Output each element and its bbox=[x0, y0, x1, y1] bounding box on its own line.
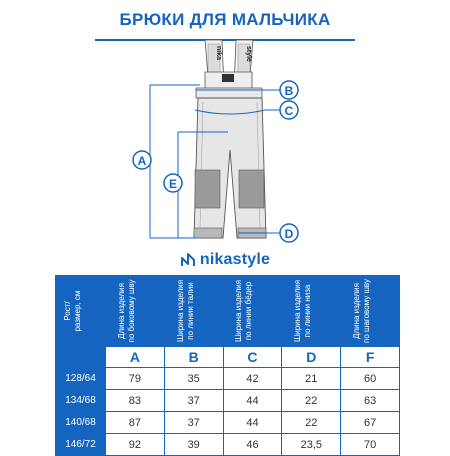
table-cell: 92 bbox=[106, 434, 165, 456]
nikastyle-logo-icon bbox=[180, 252, 196, 268]
table-cell: 63 bbox=[341, 390, 400, 412]
column-header: Длина изделия по боковому шву bbox=[106, 276, 165, 347]
column-letter: B bbox=[164, 347, 223, 368]
table-cell: 42 bbox=[223, 368, 282, 390]
size-cell: 140/68 bbox=[56, 412, 106, 434]
marker-b-label: B bbox=[284, 84, 294, 98]
table-row bbox=[56, 412, 400, 434]
table-cell: 23,5 bbox=[282, 434, 341, 456]
table-row bbox=[56, 390, 400, 412]
table-cell: 21 bbox=[282, 368, 341, 390]
column-letter: C bbox=[223, 347, 282, 368]
table-row bbox=[56, 368, 400, 390]
size-cell: 128/64 bbox=[56, 368, 106, 390]
table-cell: 79 bbox=[106, 368, 165, 390]
marker-d bbox=[280, 224, 298, 242]
column-header: Ширина изделия по линии бёдер bbox=[223, 276, 282, 347]
table-cell: 37 bbox=[164, 390, 223, 412]
column-letter: D bbox=[282, 347, 341, 368]
marker-a bbox=[133, 151, 151, 169]
size-cell: 146/72 bbox=[56, 434, 106, 456]
table-cell: 60 bbox=[341, 368, 400, 390]
table-header-row bbox=[56, 276, 400, 347]
marker-e-label: E bbox=[168, 177, 178, 191]
table-cell: 87 bbox=[106, 412, 165, 434]
table-cell: 70 bbox=[341, 434, 400, 456]
marker-b bbox=[280, 81, 298, 99]
size-column-header: Рост/ размер, см bbox=[56, 276, 106, 347]
marker-d-label: D bbox=[284, 227, 294, 241]
column-letter: F bbox=[341, 347, 400, 368]
size-cell: 134/68 bbox=[56, 390, 106, 412]
column-letter: A bbox=[106, 347, 165, 368]
strap-print-right: style bbox=[245, 46, 252, 62]
brand bbox=[0, 249, 450, 271]
table-cell: 35 bbox=[164, 368, 223, 390]
knee-panel-left bbox=[195, 170, 220, 208]
table-cell: 46 bbox=[223, 434, 282, 456]
knee-panel-right bbox=[239, 170, 264, 208]
column-header: Ширина изделия по линии талии bbox=[164, 276, 223, 347]
table-cell: 22 bbox=[282, 412, 341, 434]
table-cell: 39 bbox=[164, 434, 223, 456]
size-column-letter-cell bbox=[56, 347, 106, 368]
marker-c bbox=[280, 101, 298, 119]
table-cell: 22 bbox=[282, 390, 341, 412]
cuff-left bbox=[194, 228, 222, 238]
bib-badge bbox=[222, 74, 234, 82]
table-cell: 37 bbox=[164, 412, 223, 434]
pants-body bbox=[194, 98, 266, 238]
table-cell: 44 bbox=[223, 412, 282, 434]
table-cell: 44 bbox=[223, 390, 282, 412]
table-cell: 83 bbox=[106, 390, 165, 412]
marker-e bbox=[164, 174, 182, 192]
column-header: Длина изделия по шаговому шву bbox=[341, 276, 400, 347]
brand-name: nikastyle bbox=[199, 251, 271, 268]
table-row bbox=[56, 434, 400, 456]
page-title: БРЮКИ ДЛЯ МАЛЬЧИКА bbox=[119, 10, 331, 29]
size-table bbox=[55, 275, 400, 456]
marker-c-label: C bbox=[284, 104, 294, 118]
table-letter-row bbox=[56, 347, 400, 368]
strap-print-left: nika bbox=[215, 46, 222, 61]
table-cell: 67 bbox=[341, 412, 400, 434]
marker-a-label: A bbox=[137, 154, 147, 168]
column-header: Ширина изделия по линии низа bbox=[282, 276, 341, 347]
